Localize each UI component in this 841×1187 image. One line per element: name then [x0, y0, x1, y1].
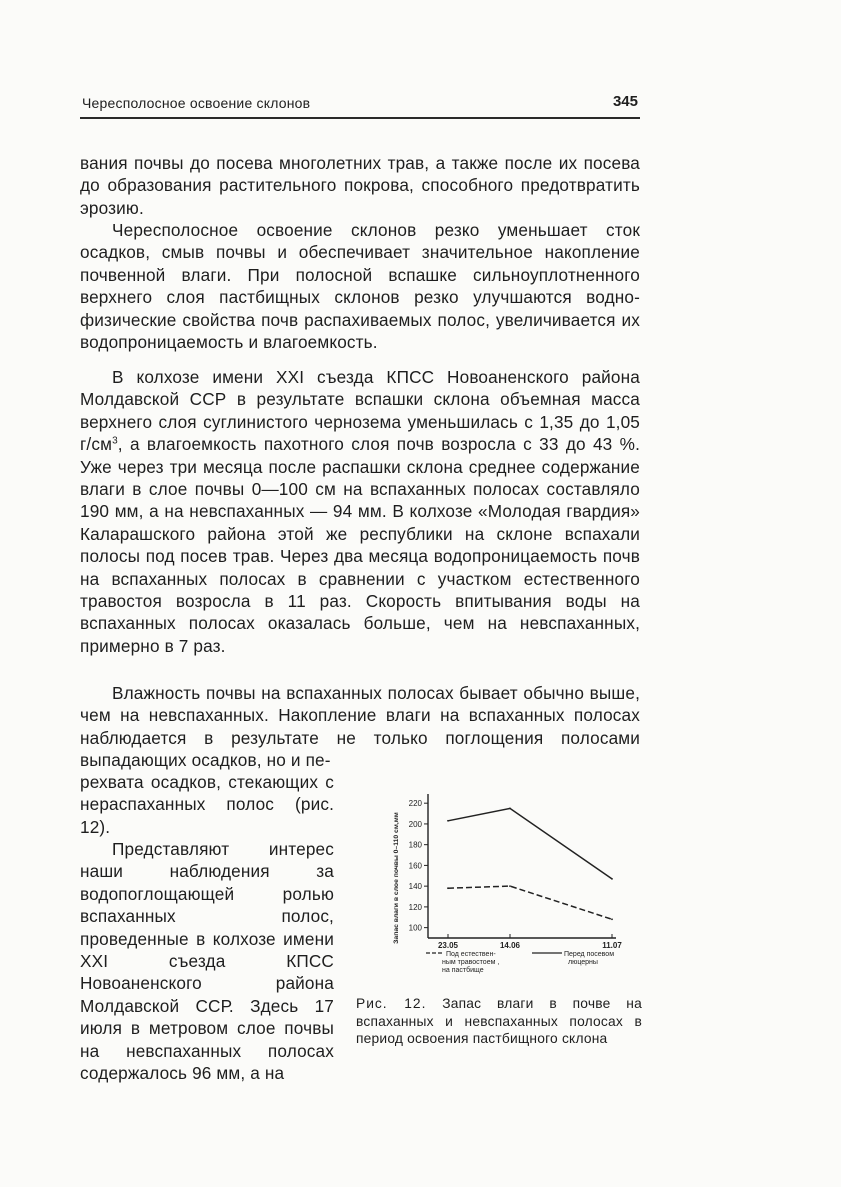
paragraph-3-part-b: , а влагоемкость пахотного слоя почв возросла с 33 до 43 %. Уже через три месяца после распашки склона среднее содержание влаги в слое почвы 0—100 см на вспаханных полосах составляло 190 мм, а на невспаханных — 94 мм. В колхозе «Молодая гвардия» Каларашского района этой же республики на склоне вспахали полосы под посев трав. Через два месяца водопроницаемость почв на вспаханных полосах в сравнении с участком естественного травостоя возросла в 11 раз. Скорость впитывания воды на вспаханных полосах оказалась больше, чем на невспаханных, примерно в 7 раз. [80, 434, 640, 656]
series-2-point-3 [611, 918, 613, 920]
legend-text-1a: Под естествен- [446, 951, 496, 958]
paragraph-4-continued: рехвата осадков, стекающих с нераспаханных полос (рис. 12). [80, 772, 334, 837]
legend-text-1c: на пастбище [442, 967, 484, 974]
figure-12 [388, 786, 638, 976]
paragraph-1: вания почвы до посева многолетних трав, а также после их посева до образования растительного покрова, способного предотвратить эрозию. [80, 153, 640, 218]
x-tick-label-14.06: 14.06 [499, 941, 521, 950]
y-tick-label-140: 140 [408, 882, 422, 892]
figure-caption [356, 995, 642, 1048]
running-header [80, 93, 640, 119]
superscript-3: 3 [112, 435, 118, 447]
legend-text-2b: люцерны [568, 959, 598, 966]
caption-text: Запас влаги в почве на вспаханных и невспаханных полосах в период освоения пастбищного склона [356, 996, 643, 1047]
paragraph-4: Влажность почвы на вспаханных полосах бывает обычно выше, чем на невспаханных. Накопление влаги на вспаханных полосах наблюдается в результате не только поглощения полосами выпадающих осадков, но и пе- [80, 683, 640, 771]
series-line-2 [448, 886, 612, 919]
y-tick-label-100: 100 [408, 923, 422, 933]
y-tick-label-200: 200 [408, 819, 422, 829]
y-tick-label-220: 220 [408, 799, 422, 809]
series-2-point-1 [447, 887, 449, 889]
paragraph-3 [80, 366, 640, 657]
series-1-point-1 [447, 820, 449, 822]
series-1-point-3 [611, 878, 613, 880]
legend-text-2a: Перед посевом [564, 951, 615, 958]
y-axis-label: Запас влаги в слое почвы 0–110 см,мм [393, 812, 400, 944]
series-2-point-2 [509, 885, 511, 887]
page-number: 345 [612, 93, 638, 110]
paragraph-3-part-a: В колхозе имени XXI съезда КПСС Новоаненского района Молдавской ССР в результате вспашки склона объемная масса верхнего слоя суглинистого чернозема уменьшилась с 1,35 до 1,05 г/см [80, 367, 640, 455]
legend-text-1b: ным травостоем , [442, 959, 500, 966]
y-tick-label-180: 180 [408, 840, 422, 850]
y-tick-label-160: 160 [408, 861, 422, 871]
series-1-point-2 [509, 808, 511, 810]
x-tick-label-11.07: 11.07 [602, 941, 622, 950]
paragraph-2: Чересполосное освоение склонов резко уменьшает сток осадков, смыв почвы и обеспечивает значительное накопление почвенной влаги. При полосной вспашке сильноуплотненного верхнего слоя пастбищных склонов резко улучшаются водно-физические свойства почв распахиваемых полос, увеличивается их водопроницаемость и влагоемкость. [80, 220, 640, 353]
paragraph-5: Представляют интерес наши наблюдения за водопоглощающей ролью вспаханных полос, проведенные в колхозе имени XXI съезда КПСС Новоаненского района Молдавской ССР. Здесь 17 июля в метровом слое почвы на невспаханных полосах содержалось 96 мм, а на [80, 839, 334, 1084]
running-title: Чересполосное освоение склонов [82, 95, 311, 111]
caption-label: Рис. 12. [356, 996, 427, 1011]
series-line-1 [448, 808, 612, 879]
x-tick-label-23.05: 23.05 [437, 941, 459, 950]
y-tick-label-120: 120 [408, 902, 422, 912]
moisture-chart [388, 786, 638, 976]
